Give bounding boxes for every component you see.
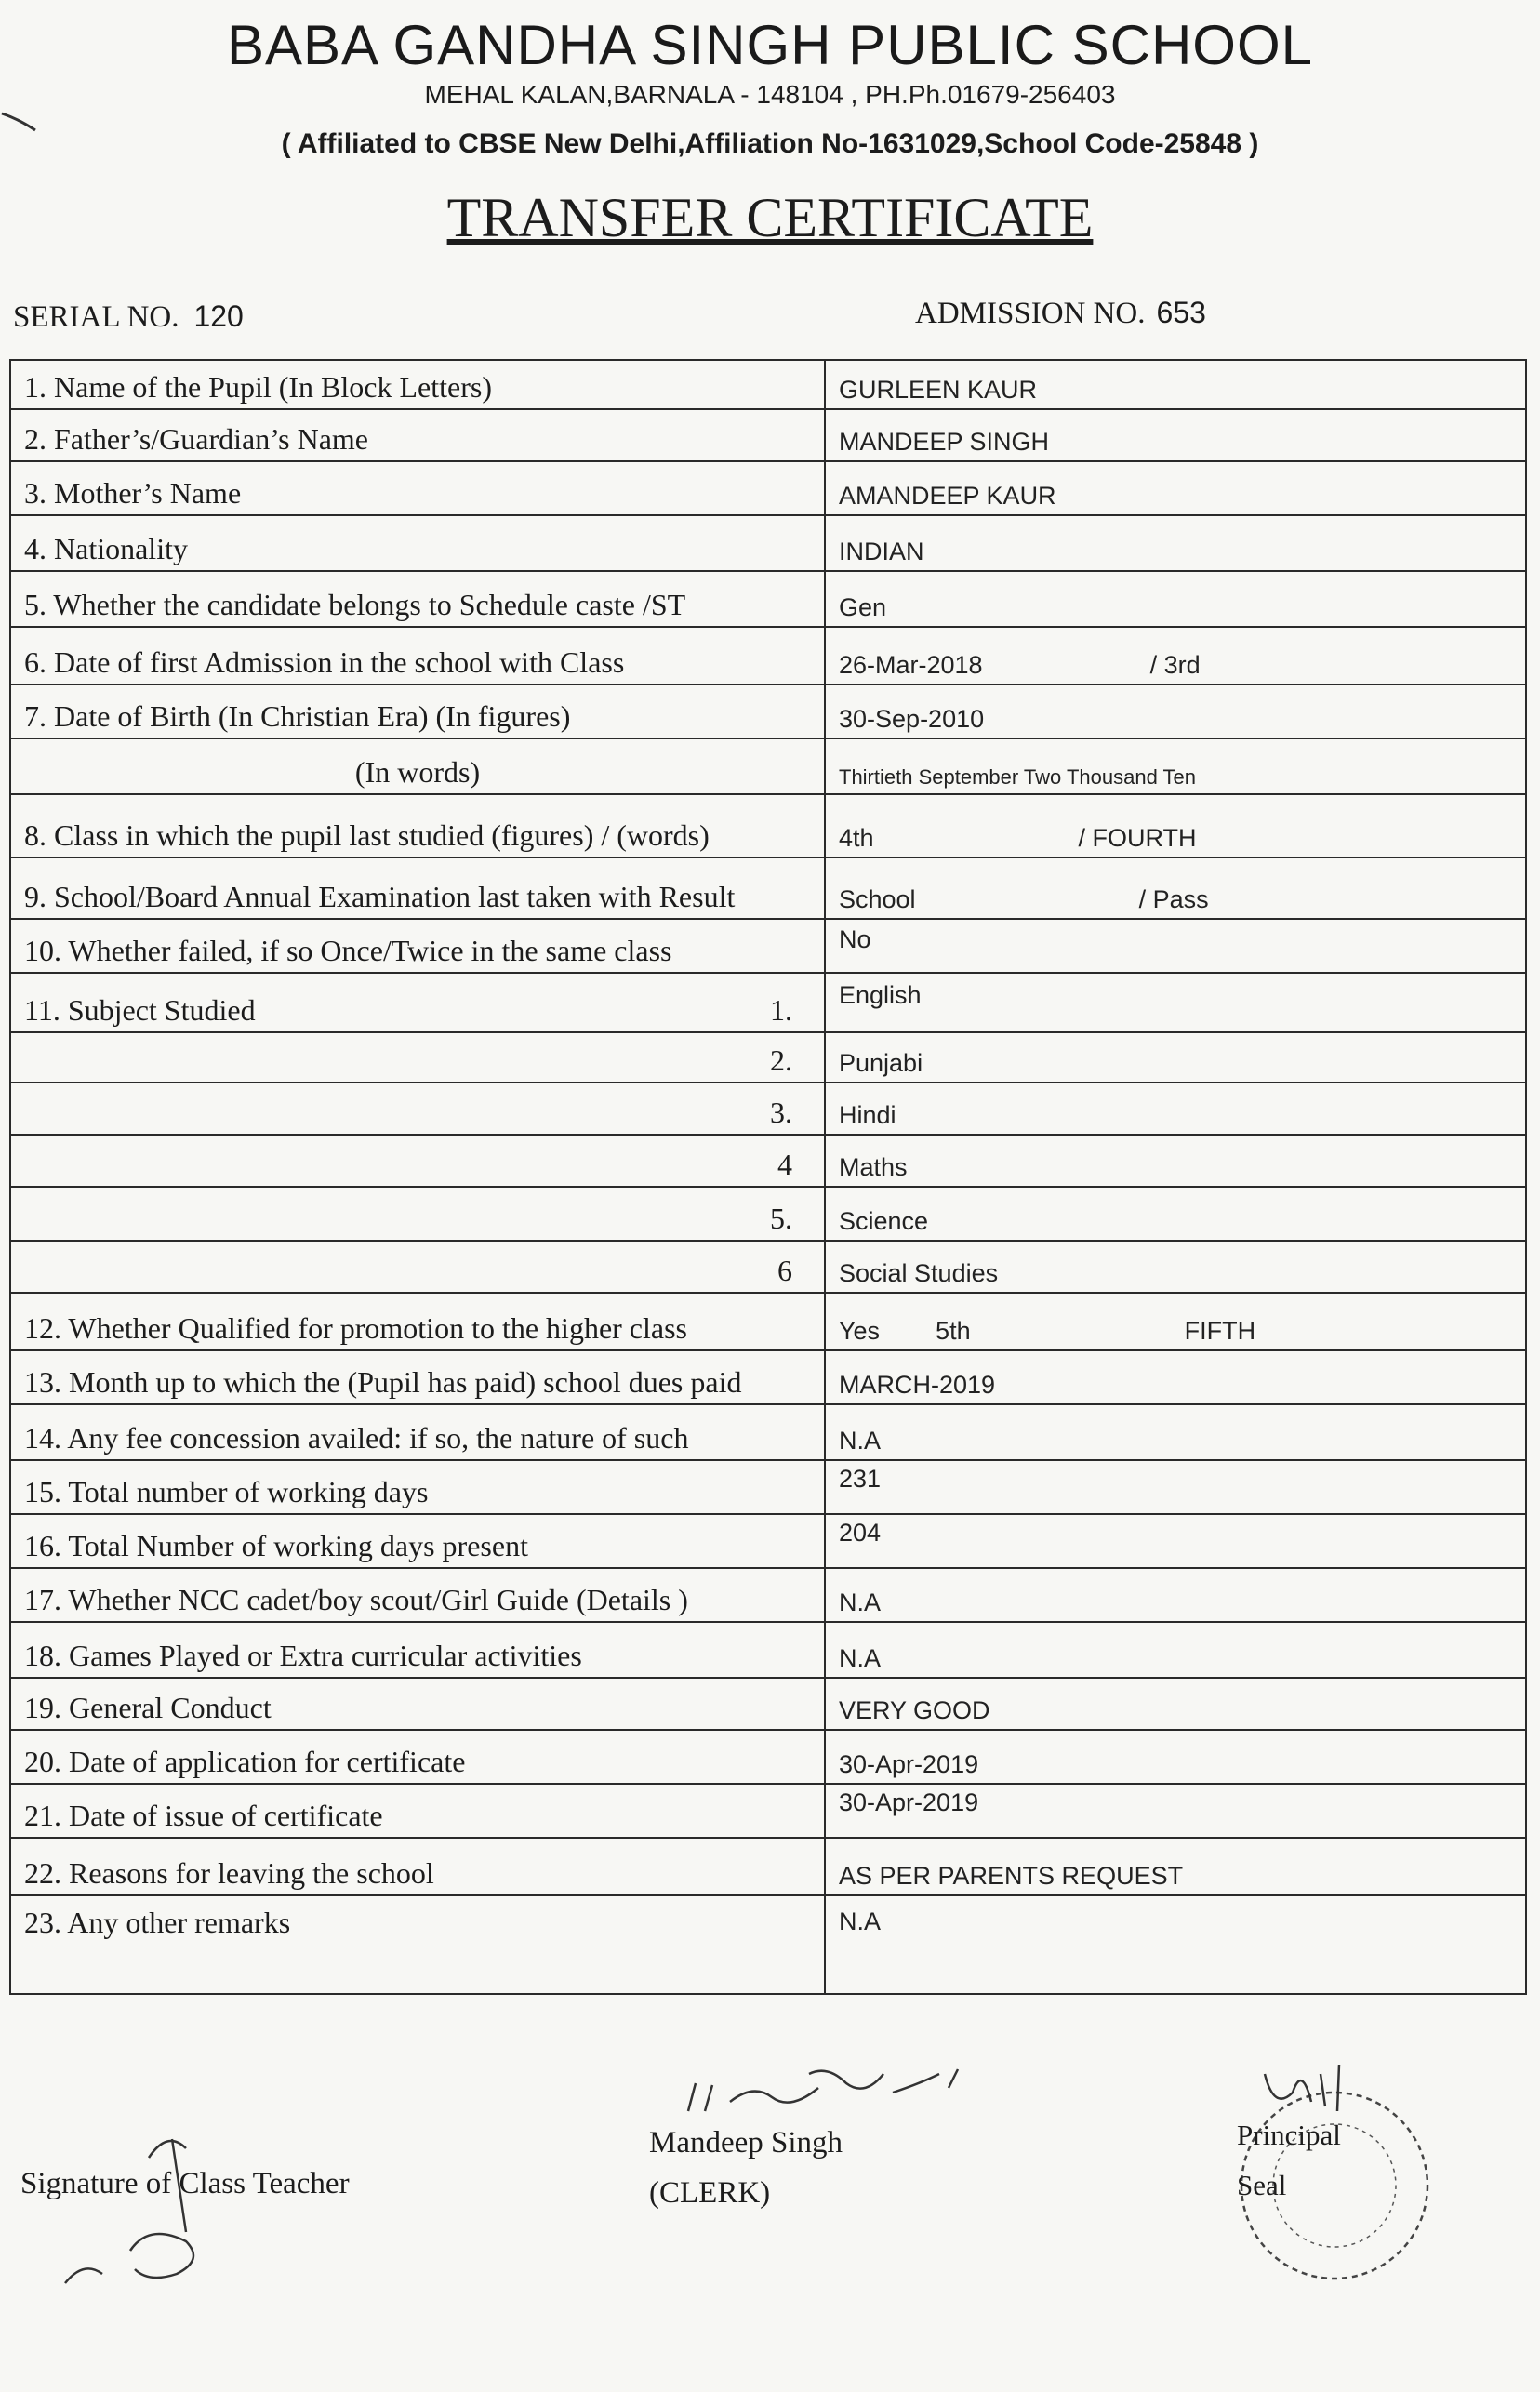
row-label: 4. Nationality bbox=[10, 515, 825, 571]
subject-number: 1. bbox=[770, 993, 792, 1027]
row-label bbox=[10, 1083, 825, 1135]
row-label bbox=[10, 738, 825, 794]
table-row bbox=[10, 1187, 1526, 1241]
row-value: Social Studies bbox=[825, 1241, 1526, 1293]
row-value: Thirtieth September Two Thousand Ten bbox=[825, 738, 1526, 794]
table-row bbox=[10, 1350, 1526, 1404]
row-label: 20. Date of application for certificate bbox=[10, 1730, 825, 1784]
table-row bbox=[10, 1568, 1526, 1622]
row-label: 9. School/Board Annual Examination last taken with Result bbox=[10, 857, 825, 919]
row-value: 204 bbox=[825, 1514, 1526, 1568]
row-value: Gen bbox=[825, 571, 1526, 627]
promotion-class-figures: 5th bbox=[936, 1317, 971, 1345]
class-words: / FOURTH bbox=[1078, 824, 1197, 852]
table-row bbox=[10, 571, 1526, 627]
row-value: N.A bbox=[825, 1568, 1526, 1622]
table-row bbox=[10, 409, 1526, 461]
row-value: MARCH-2019 bbox=[825, 1350, 1526, 1404]
table-row bbox=[10, 794, 1526, 857]
exam-result: / Pass bbox=[1138, 885, 1209, 913]
row-value: 30-Apr-2019 bbox=[825, 1784, 1526, 1838]
serial-label: SERIAL NO. bbox=[13, 300, 179, 334]
row-value: No bbox=[825, 919, 1526, 973]
row-value bbox=[825, 627, 1526, 684]
clerk-name: Mandeep Singh bbox=[649, 2126, 843, 2159]
school-name: BABA GANDHA SINGH PUBLIC SCHOOL bbox=[227, 14, 1313, 76]
row-value: N.A bbox=[825, 1895, 1526, 1994]
table-row bbox=[10, 1838, 1526, 1895]
class-teacher-signature-label: Signature of Class Teacher bbox=[20, 2167, 350, 2200]
class-teacher-signature-icon bbox=[46, 2120, 270, 2297]
table-row bbox=[10, 738, 1526, 794]
table-row bbox=[10, 1083, 1526, 1135]
row-label: 16. Total Number of working days present bbox=[10, 1514, 825, 1568]
table-row bbox=[10, 1730, 1526, 1784]
table-row bbox=[10, 1460, 1526, 1514]
table-row bbox=[10, 1135, 1526, 1187]
row-label: 19. General Conduct bbox=[10, 1678, 825, 1730]
row-label: 14. Any fee concession availed: if so, the nature of such bbox=[10, 1404, 825, 1460]
table-row bbox=[10, 857, 1526, 919]
row-label: 5. Whether the candidate belongs to Schedule caste /ST bbox=[10, 571, 825, 627]
table-row bbox=[10, 919, 1526, 973]
row-value: 30-Apr-2019 bbox=[825, 1730, 1526, 1784]
row-label: 2. Father’s/Guardian’s Name bbox=[10, 409, 825, 461]
serial-number bbox=[13, 299, 244, 335]
row-label: 10. Whether failed, if so Once/Twice in the same class bbox=[10, 919, 825, 973]
serial-value: 120 bbox=[193, 299, 244, 333]
certificate-table bbox=[9, 359, 1527, 1995]
row-value: N.A bbox=[825, 1404, 1526, 1460]
row-label: 23. Any other remarks bbox=[10, 1895, 825, 1994]
row-label: 15. Total number of working days bbox=[10, 1460, 825, 1514]
subject-number: 2. bbox=[770, 1043, 792, 1077]
table-row bbox=[10, 515, 1526, 571]
row-value: AMANDEEP KAUR bbox=[825, 461, 1526, 515]
clerk-signature-icon bbox=[679, 2046, 976, 2130]
row-value: Punjabi bbox=[825, 1032, 1526, 1083]
seal-label: Seal bbox=[1237, 2169, 1287, 2201]
promotion-class-words: FIFTH bbox=[1184, 1317, 1256, 1345]
row-label bbox=[10, 1241, 825, 1293]
table-row bbox=[10, 1895, 1526, 1994]
subject-number: 4 bbox=[777, 1148, 792, 1181]
admission-value: 653 bbox=[1156, 296, 1206, 329]
table-row bbox=[10, 1293, 1526, 1350]
row-value: 30-Sep-2010 bbox=[825, 684, 1526, 738]
row-label: 3. Mother’s Name bbox=[10, 461, 825, 515]
table-row bbox=[10, 1241, 1526, 1293]
subject-number: 6 bbox=[777, 1254, 792, 1287]
row-label: 8. Class in which the pupil last studied (figures) / (words) bbox=[10, 794, 825, 857]
admission-date: 26-Mar-2018 bbox=[839, 651, 983, 679]
row-value: VERY GOOD bbox=[825, 1678, 1526, 1730]
row-label: 1. Name of the Pupil (In Block Letters) bbox=[10, 360, 825, 409]
margin-mark-icon bbox=[0, 102, 46, 140]
table-row bbox=[10, 1032, 1526, 1083]
row-label: 22. Reasons for leaving the school bbox=[10, 1838, 825, 1895]
table-row bbox=[10, 461, 1526, 515]
table-row bbox=[10, 973, 1526, 1032]
table-row bbox=[10, 627, 1526, 684]
row-value bbox=[825, 794, 1526, 857]
row-label: 18. Games Played or Extra curricular activities bbox=[10, 1622, 825, 1678]
table-row bbox=[10, 1404, 1526, 1460]
row-value: 231 bbox=[825, 1460, 1526, 1514]
class-figures: 4th bbox=[839, 824, 874, 852]
row-label: 21. Date of issue of certificate bbox=[10, 1784, 825, 1838]
table-row bbox=[10, 684, 1526, 738]
row-value: Science bbox=[825, 1187, 1526, 1241]
row-value: Maths bbox=[825, 1135, 1526, 1187]
row-label: 17. Whether NCC cadet/boy scout/Girl Guide (Details ) bbox=[10, 1568, 825, 1622]
row-value: MANDEEP SINGH bbox=[825, 409, 1526, 461]
subject-number: 5. bbox=[770, 1202, 792, 1235]
row-label bbox=[10, 1187, 825, 1241]
exam-type: School bbox=[839, 885, 916, 913]
row-value bbox=[825, 857, 1526, 919]
school-seal-icon bbox=[1209, 2046, 1451, 2288]
row-value bbox=[825, 1293, 1526, 1350]
row-label: 13. Month up to which the (Pupil has paid) school dues paid bbox=[10, 1350, 825, 1404]
clerk-role: (CLERK) bbox=[649, 2176, 771, 2210]
row-value: GURLEEN KAUR bbox=[825, 360, 1526, 409]
admission-number bbox=[915, 296, 1206, 331]
admission-class: / 3rd bbox=[1149, 651, 1201, 679]
table-row bbox=[10, 1514, 1526, 1568]
table-row bbox=[10, 1678, 1526, 1730]
row-label: 12. Whether Qualified for promotion to the higher class bbox=[10, 1293, 825, 1350]
dob-words-label: (In words) bbox=[354, 755, 481, 789]
document-title: TRANSFER CERTIFICATE bbox=[446, 187, 1094, 248]
subject-number: 3. bbox=[770, 1096, 792, 1129]
row-label bbox=[10, 973, 825, 1032]
row-value: English bbox=[825, 973, 1526, 1032]
row-label: 6. Date of first Admission in the school with Class bbox=[10, 627, 825, 684]
promotion-qualified: Yes bbox=[839, 1317, 881, 1345]
admission-label: ADMISSION NO. bbox=[915, 297, 1146, 330]
table-row bbox=[10, 360, 1526, 409]
row-value: Hindi bbox=[825, 1083, 1526, 1135]
school-address: MEHAL KALAN,BARNALA - 148104 , PH.Ph.01679-256403 bbox=[424, 80, 1116, 109]
table-row bbox=[10, 1622, 1526, 1678]
row-label bbox=[10, 1032, 825, 1083]
row-value: AS PER PARENTS REQUEST bbox=[825, 1838, 1526, 1895]
row-value: INDIAN bbox=[825, 515, 1526, 571]
subjects-label: 11. Subject Studied bbox=[24, 993, 256, 1027]
row-value: N.A bbox=[825, 1622, 1526, 1678]
affiliation-line: ( Affiliated to CBSE New Delhi,Affiliation No-1631029,School Code-25848 ) bbox=[281, 128, 1259, 159]
row-label bbox=[10, 1135, 825, 1187]
row-label: 7. Date of Birth (In Christian Era) (In figures) bbox=[10, 684, 825, 738]
table-row bbox=[10, 1784, 1526, 1838]
principal-label: Principal bbox=[1237, 2119, 1341, 2151]
